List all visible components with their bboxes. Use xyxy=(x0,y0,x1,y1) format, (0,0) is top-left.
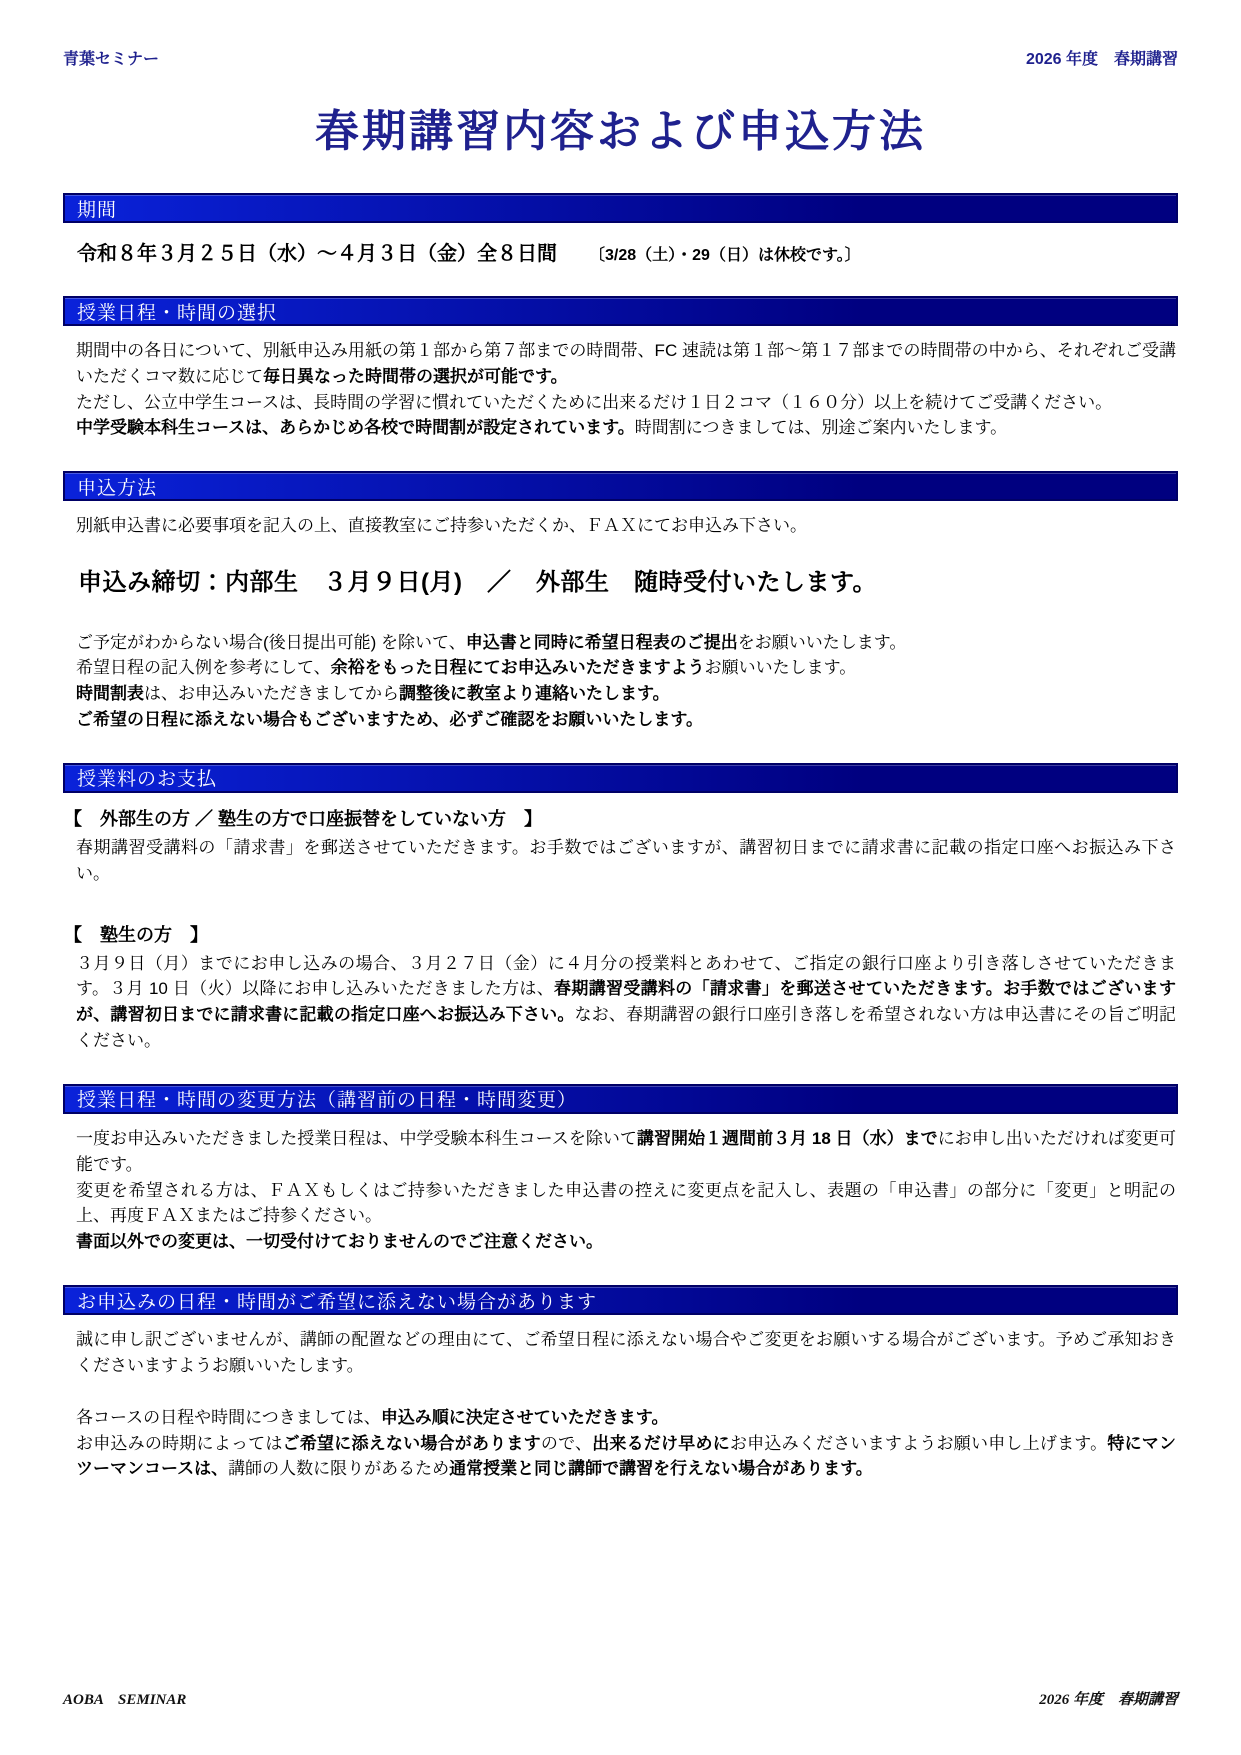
section-period xyxy=(63,193,1178,266)
brand-text: 青葉セミナー xyxy=(63,51,160,68)
section-header-period xyxy=(63,193,1178,223)
document-header xyxy=(63,0,1178,69)
section-header-label: 授業日程・時間の選択 xyxy=(77,302,278,324)
section-tuition-payment xyxy=(63,763,1178,1054)
application-instruction-text: 別紙申込書に必要事項を記入の上、直接教室にご持参いただくか、ＦＡＸにてお申込み下さい。 xyxy=(76,516,807,536)
section-header-change-method xyxy=(63,1084,1178,1114)
section-change-method xyxy=(63,1084,1178,1255)
footer-brand-text: AOBA SEMINAR xyxy=(63,1692,187,1708)
caveat-intro-text: 誠に申し訳ございませんが、講師の配置などの理由にて、ご希望日程に添えない場合やご変更をお願いする場合がございます。予めご承知おきくださいますようお願いいたします。 xyxy=(76,1330,1177,1375)
internal-students-text: ３月９日（月）までにお申し込みの場合、３月２７日（金）に４月分の授業料とあわせて、ご指定の銀行口座より引き落しさせていただきます。３月 10 日（火）以降にお申し込みいただきました方は、春期講習受講料の「請求書」を郵送させていただきます。お手数ではございますが、講習初日までに請求書に記載の指定口座へお振込み下さい。なお、春期講習の銀行口座引き落しを希望されない方は申込書にその旨ご明記ください。 xyxy=(76,953,1177,1051)
footer-edition-text: 2026 年度 春期講習 xyxy=(1039,1692,1178,1708)
section-header-schedule-selection xyxy=(63,296,1178,326)
change-method-text: 一度お申込みいただきました授業日程は、中学受験本科生コースを除いて講習開始１週間前３月 18 日（水）までにお申し出いただければ変更可能です。 変更を希望される方は、ＦＡＸもしくはご持参いただきました申込書の控えに変更点を記入し、表題の「申込書」の部分に「変更」と明記の上、再度ＦＡＸまたはご持参ください。 書面以外での変更は、一切受付けておりませんのでご注意ください。 xyxy=(76,1128,1177,1252)
document-footer xyxy=(63,1688,1178,1709)
section-header-application-method xyxy=(63,471,1178,501)
page-title: 春期講習内容および申込方法 xyxy=(315,107,926,156)
section-header-label: 期間 xyxy=(77,199,118,221)
internal-students-heading: 【 塾生の方 】 xyxy=(64,924,208,945)
section-schedule-selection xyxy=(63,296,1178,441)
section-application-method xyxy=(63,471,1178,733)
section-header-tuition-payment xyxy=(63,763,1178,793)
external-students-heading: 【 外部生の方 ／ 塾生の方で口座振替をしていない方 】 xyxy=(64,808,542,829)
period-text: 令和８年３月２５日（水）～４月３日（金）全８日間 〔3/28（土）・29（日）は休校です。〕 xyxy=(77,243,861,265)
section-header-label: 授業料のお支払 xyxy=(77,769,218,791)
section-header-label: 授業日程・時間の変更方法（講習前の日程・時間変更） xyxy=(77,1090,578,1112)
application-deadline-text: 申込み締切：内部生 ３月９日(月) ／ 外部生 随時受付いたします。 xyxy=(78,569,878,597)
section-header-label: お申込みの日程・時間がご希望に添えない場合があります xyxy=(77,1291,598,1313)
edition-text: 2026 年度 春期講習 xyxy=(1025,51,1178,68)
external-students-text: 春期講習受講料の「請求書」を郵送させていただきます。お手数ではございますが、講習初日までに請求書に記載の指定口座へお振込み下さい。 xyxy=(76,837,1176,883)
section-header-label: 申込方法 xyxy=(77,477,158,499)
application-notes-text: ご予定がわからない場合(後日提出可能) を除いて、申込書と同時に希望日程表のご提出をお願いいたします。 希望日程の記入例を参考にして、余裕をもった日程にてお申込みいただきますようお願いいたします。 時間割表は、お申込みいただきましてから調整後に教室より連絡いたします。 ご希望の日程に添えない場合もございますため、必ずご確認をお願いいたします。 xyxy=(76,632,907,730)
schedule-selection-text: 期間中の各日について、別紙申込み用紙の第１部から第７部までの時間帯、FC 速読は第１部～第１７部までの時間帯の中から、それぞれご受講いただくコマ数に応じて毎日異なった時間帯の選択が可能です。 ただし、公立中学生コースは、長時間の学習に慣れていただくために出来るだけ１日２コマ（１６０分）以上を続けてご受講ください。 中学受験本科生コースは、あらかじめ各校で時間割が設定されています。時間割につきましては、別途ご案内いたします。 xyxy=(76,341,1176,438)
section-schedule-caveat xyxy=(63,1285,1178,1482)
caveat-detail-text: 各コースの日程や時間につきましては、申込み順に決定させていただきます。 お申込みの時期によってはご希望に添えない場合がありますので、出来るだけ早めにお申込みくださいますようお願い申し上げます。特にマンツーマンコースは、講師の人数に限りがあるため通常授業と同じ講師で講習を行えない場合があります。 xyxy=(76,1407,1177,1479)
section-header-schedule-caveat xyxy=(63,1285,1178,1315)
